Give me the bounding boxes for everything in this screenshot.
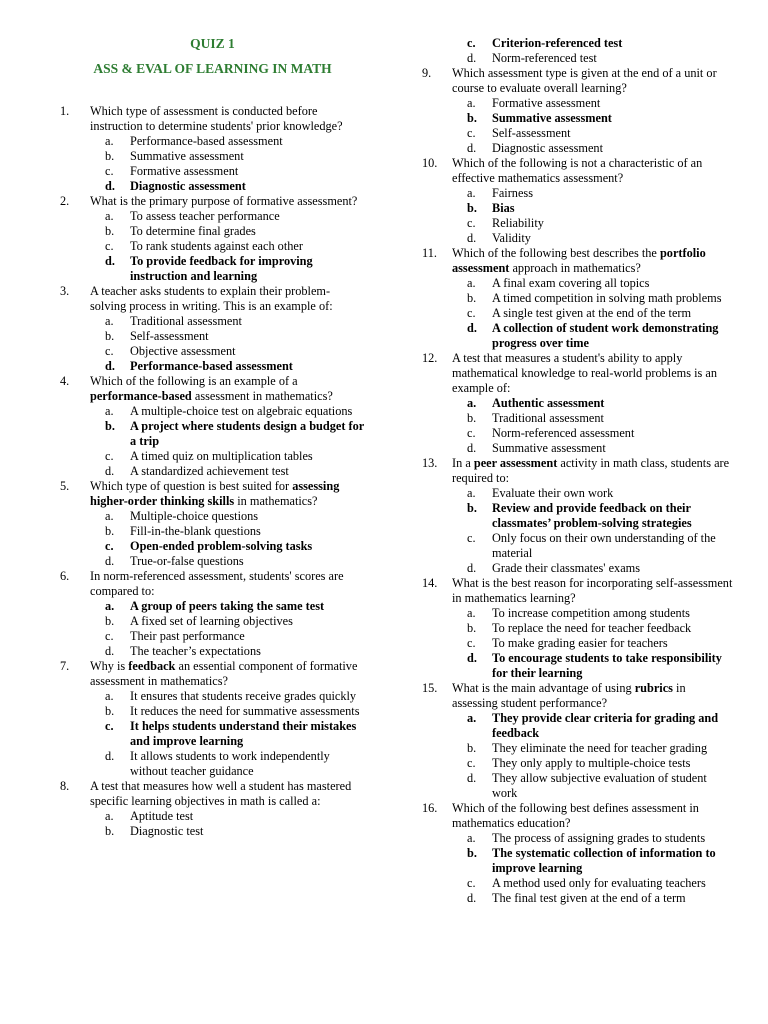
option-letter: b. bbox=[105, 329, 115, 343]
quiz-title: QUIZ 1 bbox=[190, 36, 235, 51]
option-text: To assess teacher performance bbox=[130, 209, 280, 223]
option-text: Fill-in-the-blank questions bbox=[130, 524, 261, 538]
option-letter: d. bbox=[467, 321, 477, 335]
option bbox=[467, 51, 734, 66]
option bbox=[467, 756, 734, 771]
question-8-continued bbox=[422, 36, 734, 66]
option bbox=[467, 561, 734, 576]
option bbox=[467, 441, 734, 456]
right-column bbox=[422, 0, 734, 906]
option-letter: c. bbox=[467, 636, 476, 650]
option-text: Open-ended problem-solving tasks bbox=[130, 539, 313, 553]
option-letter: b. bbox=[467, 501, 477, 515]
option-letter: d. bbox=[105, 254, 115, 268]
option bbox=[105, 164, 365, 179]
option-letter: b. bbox=[467, 621, 477, 635]
question-stem bbox=[422, 456, 734, 486]
option bbox=[467, 306, 734, 321]
option-text: Fairness bbox=[492, 186, 533, 200]
answer-option bbox=[105, 254, 365, 284]
option bbox=[105, 704, 365, 719]
option bbox=[105, 749, 365, 779]
option-letter: c. bbox=[105, 539, 114, 553]
option-letter: c. bbox=[467, 426, 476, 440]
question bbox=[60, 194, 365, 284]
option-letter: b. bbox=[105, 614, 115, 628]
option-text: Objective assessment bbox=[130, 344, 236, 358]
answer-option bbox=[467, 321, 734, 351]
option bbox=[467, 411, 734, 426]
option bbox=[467, 621, 734, 636]
question-number: 3. bbox=[60, 284, 70, 298]
option-text: Bias bbox=[492, 201, 515, 215]
option-letter: d. bbox=[467, 891, 477, 905]
answer-option bbox=[467, 36, 734, 51]
option-letter: c. bbox=[105, 449, 114, 463]
option bbox=[467, 96, 734, 111]
option-text: It allows students to work independently without teacher guidance bbox=[130, 749, 330, 778]
option-text: A timed competition in solving math problems bbox=[492, 291, 722, 305]
option-text: Self-assessment bbox=[130, 329, 209, 343]
option-letter: d. bbox=[105, 179, 115, 193]
question bbox=[422, 681, 734, 801]
option-text: Performance-based assessment bbox=[130, 359, 293, 373]
option-text: They allow subjective evaluation of student work bbox=[492, 771, 707, 800]
answer-option bbox=[467, 201, 734, 216]
option bbox=[105, 404, 365, 419]
option-text: Summative assessment bbox=[130, 149, 244, 163]
question-number: 14. bbox=[422, 576, 438, 590]
option-text: To make grading easier for teachers bbox=[492, 636, 668, 650]
option bbox=[105, 314, 365, 329]
question-text: Which type of question is best suited for assessing higher-order thinking skills in mathematics? bbox=[90, 479, 340, 508]
question-number: 2. bbox=[60, 194, 70, 208]
option bbox=[467, 606, 734, 621]
option-letter: c. bbox=[467, 876, 476, 890]
option-letter: c. bbox=[467, 306, 476, 320]
question-list-right bbox=[422, 66, 734, 906]
option-text: Their past performance bbox=[130, 629, 245, 643]
option-text: They provide clear criteria for grading and feedback bbox=[492, 711, 719, 740]
question bbox=[422, 801, 734, 906]
question bbox=[422, 456, 734, 576]
option-letter: c. bbox=[105, 344, 114, 358]
option-text: It helps students understand their mistakes and improve learning bbox=[130, 719, 357, 748]
question-number: 16. bbox=[422, 801, 438, 815]
question-number: 13. bbox=[422, 456, 438, 470]
option-text: A group of peers taking the same test bbox=[130, 599, 325, 613]
question bbox=[422, 156, 734, 246]
option bbox=[467, 186, 734, 201]
option-letter: b. bbox=[105, 419, 115, 433]
option-letter: c. bbox=[105, 629, 114, 643]
question-text: Which of the following is an example of a performance-based assessment in mathematics? bbox=[90, 374, 333, 403]
option-text: True-or-false questions bbox=[130, 554, 244, 568]
question-stem bbox=[60, 104, 365, 134]
option bbox=[105, 689, 365, 704]
answer-option bbox=[467, 711, 734, 741]
option-text: To increase competition among students bbox=[492, 606, 690, 620]
option-text: A single test given at the end of the term bbox=[492, 306, 692, 320]
question-stem bbox=[60, 374, 365, 404]
option-text: Diagnostic test bbox=[130, 824, 204, 838]
answer-option bbox=[105, 719, 365, 749]
question-text: Why is feedback an essential component of formative assessment in mathematics? bbox=[90, 659, 358, 688]
question-number: 10. bbox=[422, 156, 438, 170]
question-stem bbox=[422, 681, 734, 711]
option-letter: d. bbox=[105, 749, 115, 763]
question-stem bbox=[60, 284, 365, 314]
question-text: A test that measures a student's ability to apply mathematical knowledge to real-world problems is an example of: bbox=[452, 351, 717, 395]
option-text: It reduces the need for summative assessments bbox=[130, 704, 360, 718]
option bbox=[467, 426, 734, 441]
option bbox=[105, 554, 365, 569]
option-text: Reliability bbox=[492, 216, 544, 230]
question-stem bbox=[422, 351, 734, 396]
option-letter: a. bbox=[467, 276, 476, 290]
answer-option bbox=[467, 111, 734, 126]
option-text: A standardized achievement test bbox=[130, 464, 289, 478]
option-letter: a. bbox=[105, 404, 114, 418]
option-text: Aptitude test bbox=[130, 809, 194, 823]
option-text: Grade their classmates' exams bbox=[492, 561, 641, 575]
question-stem bbox=[60, 779, 365, 809]
option-letter: b. bbox=[467, 846, 477, 860]
option-letter: b. bbox=[467, 291, 477, 305]
option bbox=[105, 824, 365, 839]
option-letter: a. bbox=[105, 314, 114, 328]
question-number: 5. bbox=[60, 479, 70, 493]
option-text: A method used only for evaluating teachers bbox=[492, 876, 706, 890]
option bbox=[105, 449, 365, 464]
option-text: It ensures that students receive grades quickly bbox=[130, 689, 357, 703]
option-letter: c. bbox=[467, 216, 476, 230]
question-number: 1. bbox=[60, 104, 70, 118]
question bbox=[60, 374, 365, 479]
question-text: Which assessment type is given at the end of a unit or course to evaluate overall learning? bbox=[452, 66, 717, 95]
option-letter: b. bbox=[105, 824, 115, 838]
option-letter: c. bbox=[467, 756, 476, 770]
option-text: Norm-referenced assessment bbox=[492, 426, 635, 440]
option-letter: a. bbox=[105, 689, 114, 703]
option-letter: c. bbox=[105, 239, 114, 253]
question bbox=[60, 779, 365, 839]
option-letter: d. bbox=[467, 231, 477, 245]
question-number: 15. bbox=[422, 681, 438, 695]
question-text: In norm-referenced assessment, students' scores are compared to: bbox=[90, 569, 344, 598]
option-letter: d. bbox=[467, 771, 477, 785]
option-letter: a. bbox=[105, 209, 114, 223]
question-number: 8. bbox=[60, 779, 70, 793]
question-text: Which of the following best defines assessment in mathematics education? bbox=[452, 801, 699, 830]
option-letter: b. bbox=[467, 411, 477, 425]
question-stem bbox=[422, 66, 734, 96]
option-letter: a. bbox=[105, 809, 114, 823]
option-text: Summative assessment bbox=[492, 111, 612, 125]
question-number: 9. bbox=[422, 66, 432, 80]
option-text: To determine final grades bbox=[130, 224, 256, 238]
option bbox=[105, 239, 365, 254]
option-letter: b. bbox=[105, 524, 115, 538]
option bbox=[467, 891, 734, 906]
option bbox=[105, 149, 365, 164]
question bbox=[60, 479, 365, 569]
question-stem bbox=[60, 479, 365, 509]
option bbox=[105, 344, 365, 359]
question bbox=[60, 569, 365, 659]
option-letter: c. bbox=[467, 531, 476, 545]
option-letter: d. bbox=[467, 441, 477, 455]
option-text: They eliminate the need for teacher grading bbox=[492, 741, 708, 755]
option bbox=[467, 876, 734, 891]
option-text: Traditional assessment bbox=[492, 411, 604, 425]
option-text: To replace the need for teacher feedback bbox=[492, 621, 692, 635]
option-letter: b. bbox=[105, 149, 115, 163]
question-text: What is the best reason for incorporating self-assessment in mathematics learning? bbox=[452, 576, 733, 605]
question-number: 4. bbox=[60, 374, 70, 388]
option-text: Validity bbox=[492, 231, 531, 245]
option-text: Multiple-choice questions bbox=[130, 509, 259, 523]
option bbox=[105, 329, 365, 344]
option-letter: a. bbox=[105, 599, 115, 613]
option-text: Self-assessment bbox=[492, 126, 571, 140]
option-text: To provide feedback for improving instruction and learning bbox=[130, 254, 313, 283]
question-number: 7. bbox=[60, 659, 70, 673]
answer-option bbox=[467, 846, 734, 876]
option bbox=[105, 509, 365, 524]
option-text: Evaluate their own work bbox=[492, 486, 614, 500]
option bbox=[467, 771, 734, 801]
option-text: A collection of student work demonstrating progress over time bbox=[492, 321, 719, 350]
option-text: To encourage students to take responsibility for their learning bbox=[492, 651, 722, 680]
question-stem bbox=[422, 156, 734, 186]
option-letter: b. bbox=[467, 741, 477, 755]
question-number: 6. bbox=[60, 569, 70, 583]
question-stem bbox=[422, 801, 734, 831]
option bbox=[467, 486, 734, 501]
option-text: A multiple-choice test on algebraic equations bbox=[130, 404, 353, 418]
question-text: Which of the following is not a characteristic of an effective mathematics assessment? bbox=[452, 156, 703, 185]
option-text: The teacher’s expectations bbox=[130, 644, 261, 658]
question bbox=[60, 284, 365, 374]
option bbox=[105, 134, 365, 149]
question-list-left bbox=[60, 104, 365, 839]
option-letter: b. bbox=[467, 111, 477, 125]
answer-option bbox=[105, 599, 365, 614]
option-text: A fixed set of learning objectives bbox=[130, 614, 293, 628]
answer-option bbox=[467, 651, 734, 681]
question bbox=[60, 104, 365, 194]
option-text: Traditional assessment bbox=[130, 314, 242, 328]
option bbox=[105, 524, 365, 539]
option bbox=[105, 644, 365, 659]
option-letter: d. bbox=[105, 464, 115, 478]
option-letter: b. bbox=[105, 224, 115, 238]
question-text: Which of the following best describes the portfolio assessment approach in mathematics? bbox=[452, 246, 706, 275]
option-letter: d. bbox=[467, 651, 477, 665]
question bbox=[422, 66, 734, 156]
option-letter: a. bbox=[467, 186, 476, 200]
option-letter: c. bbox=[105, 719, 114, 733]
option bbox=[467, 276, 734, 291]
option bbox=[467, 531, 734, 561]
option-letter: d. bbox=[467, 51, 477, 65]
option-letter: c. bbox=[467, 36, 476, 50]
option-letter: d. bbox=[105, 359, 115, 373]
option-text: Review and provide feedback on their classmates’ problem-solving strategies bbox=[492, 501, 692, 530]
option-text: The systematic collection of information to improve learning bbox=[492, 846, 716, 875]
option-text: A project where students design a budget for a trip bbox=[130, 419, 364, 448]
option bbox=[105, 614, 365, 629]
option bbox=[467, 231, 734, 246]
question-text: What is the primary purpose of formative assessment? bbox=[90, 194, 358, 208]
option-text: Only focus on their own understanding of the material bbox=[492, 531, 716, 560]
option bbox=[467, 291, 734, 306]
answer-option bbox=[105, 359, 365, 374]
option-letter: d. bbox=[105, 554, 115, 568]
question bbox=[422, 351, 734, 456]
question bbox=[422, 246, 734, 351]
option bbox=[467, 636, 734, 651]
question-number: 12. bbox=[422, 351, 438, 365]
answer-option bbox=[105, 419, 365, 449]
question bbox=[60, 659, 365, 779]
option-letter: a. bbox=[467, 396, 477, 410]
option bbox=[105, 224, 365, 239]
quiz-subtitle: ASS & EVAL OF LEARNING IN MATH bbox=[93, 61, 332, 76]
option bbox=[467, 216, 734, 231]
question-text: In a peer assessment activity in math class, students are required to: bbox=[452, 456, 730, 485]
question-stem bbox=[60, 659, 365, 689]
option-text: The process of assigning grades to students bbox=[492, 831, 706, 845]
option-text: Criterion-referenced test bbox=[492, 36, 623, 50]
left-column bbox=[60, 0, 365, 839]
option-text: The final test given at the end of a term bbox=[492, 891, 686, 905]
option-letter: a. bbox=[467, 831, 476, 845]
option-letter: a. bbox=[105, 509, 114, 523]
option-letter: a. bbox=[105, 134, 114, 148]
option-letter: b. bbox=[105, 704, 115, 718]
answer-option bbox=[105, 179, 365, 194]
option-letter: a. bbox=[467, 486, 476, 500]
option-text: Formative assessment bbox=[130, 164, 239, 178]
question-number: 11. bbox=[422, 246, 437, 260]
option-letter: c. bbox=[467, 126, 476, 140]
option-text: Norm-referenced test bbox=[492, 51, 597, 65]
question-stem bbox=[60, 194, 365, 209]
option-text: Diagnostic assessment bbox=[492, 141, 603, 155]
question-text: Which type of assessment is conducted before instruction to determine students' prior knowledge? bbox=[90, 104, 343, 133]
question bbox=[422, 576, 734, 681]
question-stem bbox=[422, 576, 734, 606]
option-letter: c. bbox=[105, 164, 114, 178]
option-text: Summative assessment bbox=[492, 441, 606, 455]
option-letter: a. bbox=[467, 711, 477, 725]
answer-option bbox=[467, 396, 734, 411]
option-text: Performance-based assessment bbox=[130, 134, 283, 148]
option-text: Authentic assessment bbox=[492, 396, 605, 410]
option bbox=[467, 141, 734, 156]
option-text: A timed quiz on multiplication tables bbox=[130, 449, 313, 463]
question-stem bbox=[60, 569, 365, 599]
option bbox=[105, 809, 365, 824]
option-text: Diagnostic assessment bbox=[130, 179, 246, 193]
question-text: What is the main advantage of using rubrics in assessing student performance? bbox=[452, 681, 686, 710]
answer-option bbox=[467, 501, 734, 531]
question-stem bbox=[422, 246, 734, 276]
option-letter: b. bbox=[467, 201, 477, 215]
option-text: To rank students against each other bbox=[130, 239, 303, 253]
option bbox=[105, 464, 365, 479]
option-text: A final exam covering all topics bbox=[492, 276, 650, 290]
option-letter: d. bbox=[105, 644, 115, 658]
option-text: They only apply to multiple-choice tests bbox=[492, 756, 691, 770]
option-text: Formative assessment bbox=[492, 96, 601, 110]
option-letter: a. bbox=[467, 606, 476, 620]
option bbox=[467, 126, 734, 141]
question-text: A test that measures how well a student has mastered specific learning objectives in math is called a: bbox=[90, 779, 352, 808]
option bbox=[467, 741, 734, 756]
answer-option bbox=[105, 539, 365, 554]
question-text: A teacher asks students to explain their problem-solving process in writing. This is an example of: bbox=[90, 284, 333, 313]
option-letter: a. bbox=[467, 96, 476, 110]
option bbox=[467, 831, 734, 846]
option-letter: d. bbox=[467, 561, 477, 575]
option bbox=[105, 209, 365, 224]
option-letter: d. bbox=[467, 141, 477, 155]
option bbox=[105, 629, 365, 644]
